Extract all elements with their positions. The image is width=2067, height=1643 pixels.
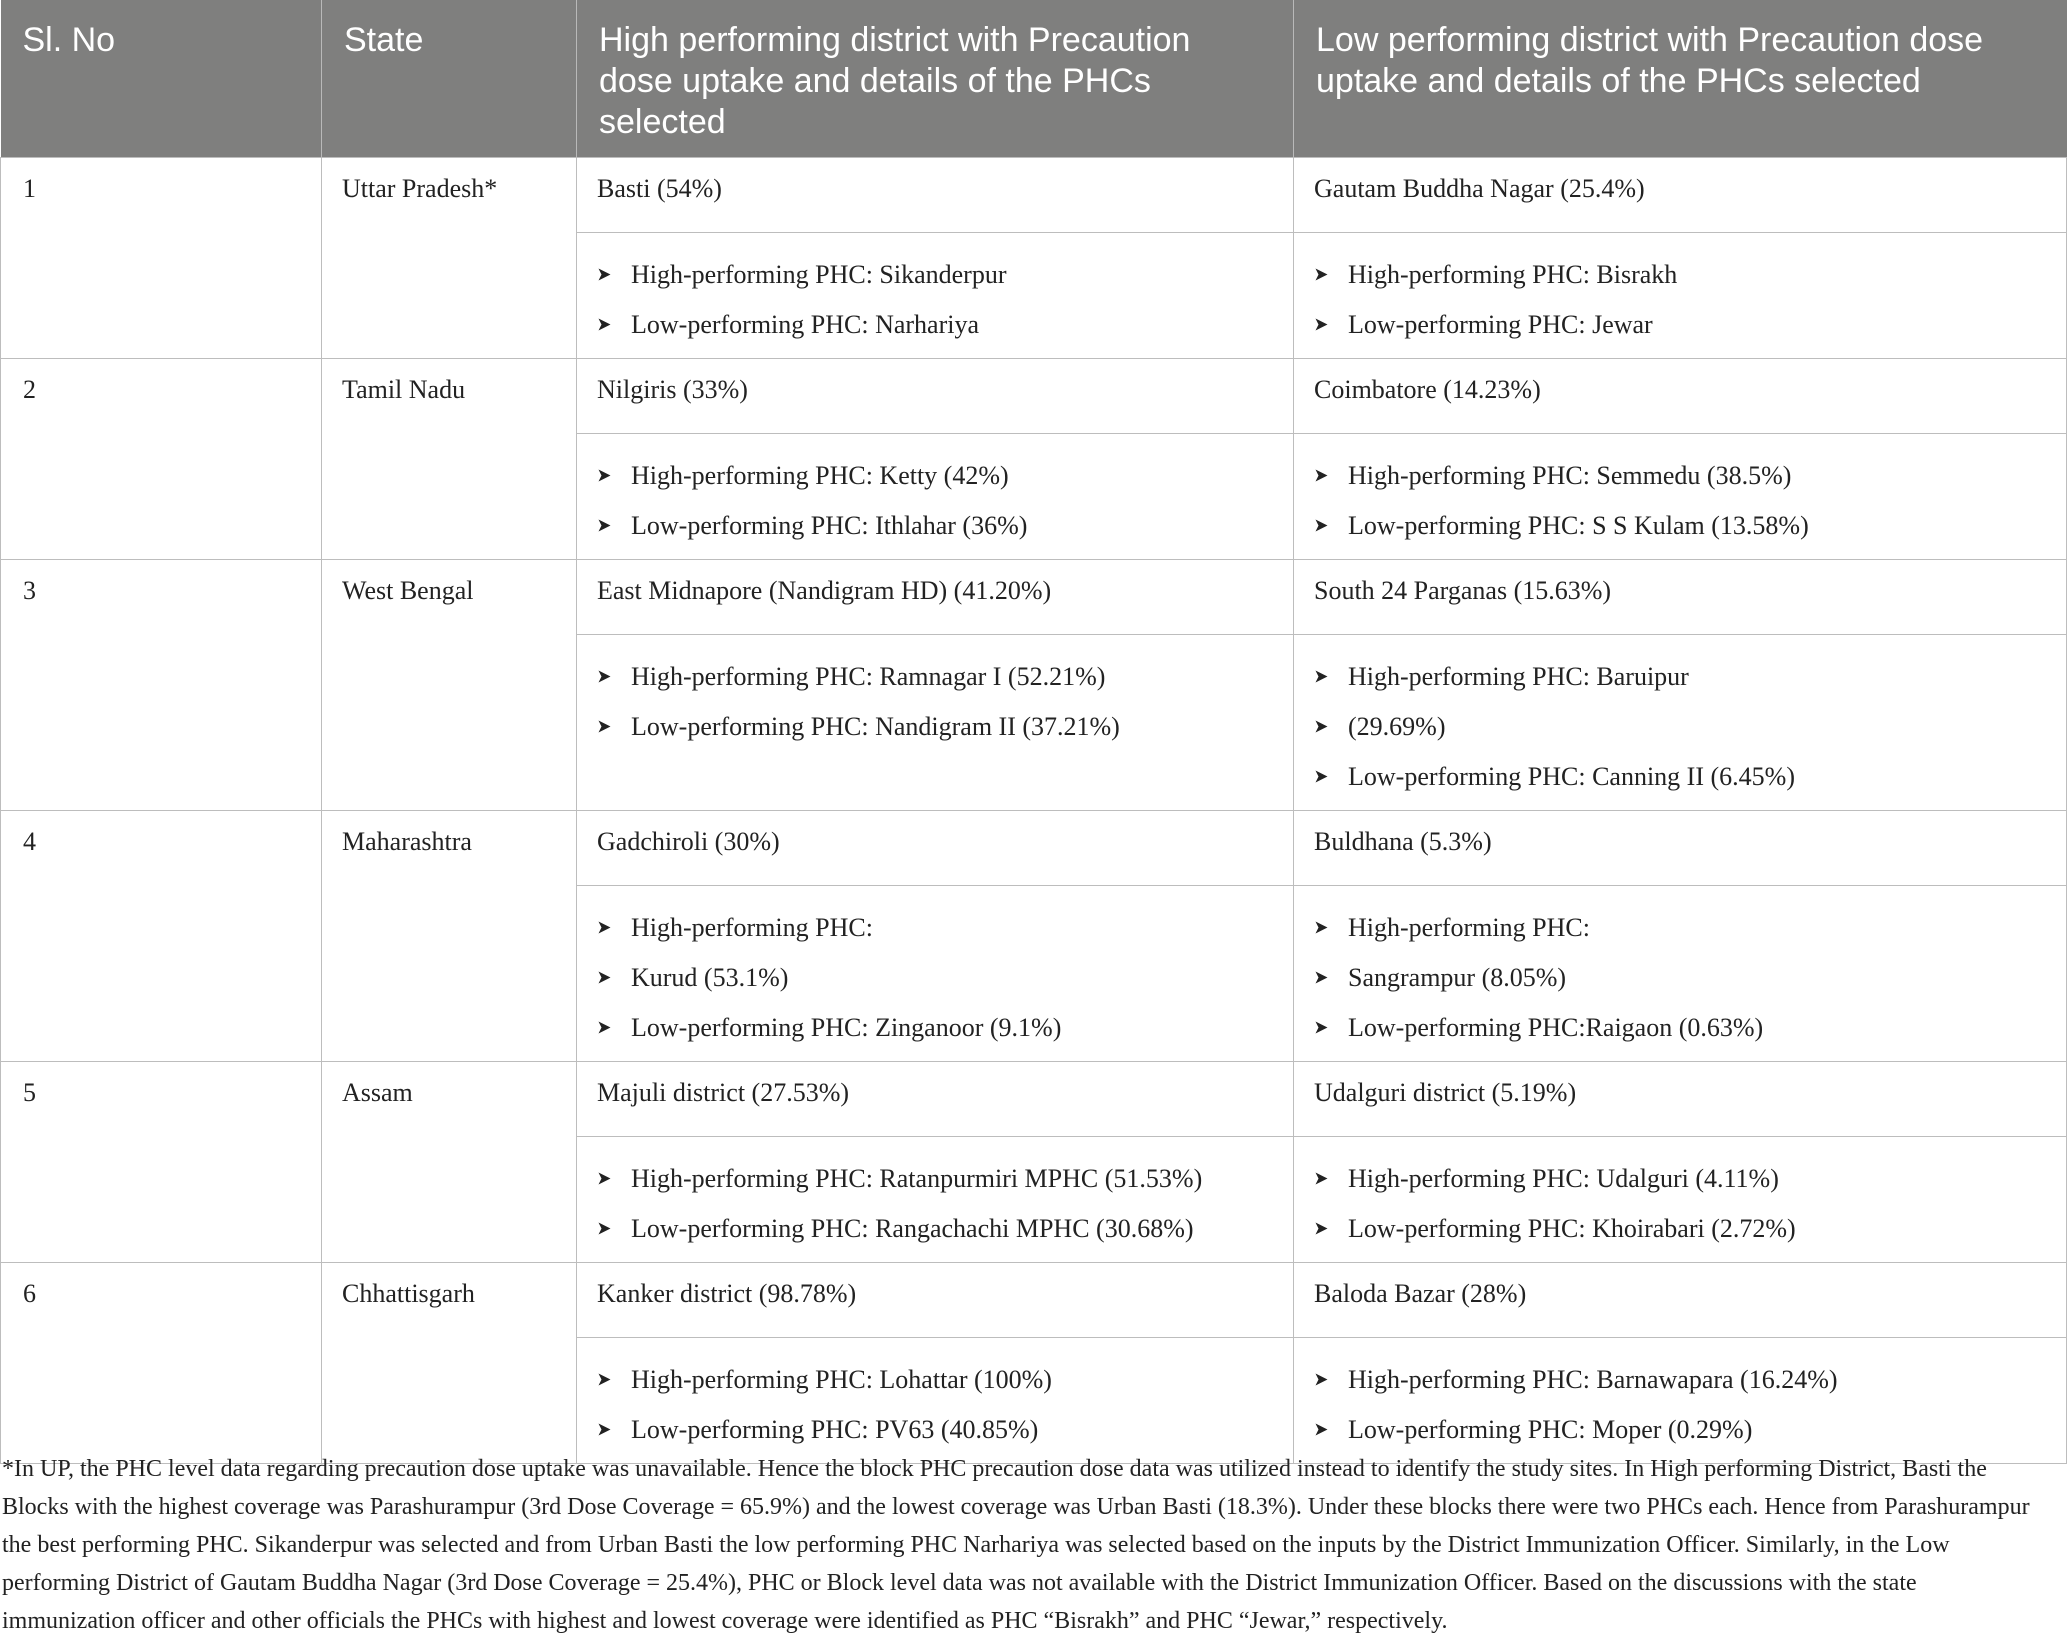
phc-item-text: High-performing PHC: Bisrakh <box>1348 259 1678 289</box>
low-district-cell: Gautam Buddha Nagar (25.4%) <box>1294 157 2067 232</box>
list-item <box>597 961 1273 1011</box>
list-item <box>597 1212 1273 1262</box>
sl-no-cell: 4 <box>1 810 322 1061</box>
low-district-cell: Coimbatore (14.23%) <box>1294 358 2067 433</box>
arrow-bullet-icon <box>1314 308 1348 342</box>
low-phc-list-cell <box>1294 232 2067 358</box>
phc-item-text: High-performing PHC: Semmedu (38.5%) <box>1348 460 1792 490</box>
low-district-cell: Buldhana (5.3%) <box>1294 810 2067 885</box>
list-item <box>597 1011 1273 1061</box>
high-district-cell: Nilgiris (33%) <box>577 358 1294 433</box>
state-cell: Maharashtra <box>322 810 577 1061</box>
phc-item-text: Kurud (53.1%) <box>631 962 789 992</box>
arrow-bullet-icon <box>597 660 631 694</box>
sl-no-cell: 5 <box>1 1061 322 1262</box>
phc-item-text: Low-performing PHC: Nandigram II (37.21%) <box>631 711 1120 741</box>
state-cell: Assam <box>322 1061 577 1262</box>
arrow-bullet-icon <box>597 308 631 342</box>
phc-item-text: Low-performing PHC: Canning II (6.45%) <box>1348 761 1795 791</box>
high-phc-list-cell <box>577 433 1294 559</box>
arrow-bullet-icon <box>597 1162 631 1196</box>
list-item <box>1314 911 2046 961</box>
low-phc-list-cell <box>1294 634 2067 810</box>
list-item <box>1314 1363 2046 1413</box>
phc-item-text: High-performing PHC: <box>1348 912 1590 942</box>
sl-no-cell: 6 <box>1 1262 322 1463</box>
table-footnote: *In UP, the PHC level data regarding precaution dose uptake was unavailable. Hence the block PHC precaution dose data was utilized instead to identify the study sites. In High performing District, Basti the Blocks with the highest coverage was Parashurampur (3rd Dose Coverage = 65.9%) and the lowest coverage was Urban Basti (18.3%). Under these blocks there were two PHCs each. Hence from Parashurampur the best performing PHC. Sikanderpur was selected and from Urban Basti the low performing PHC Narhariya was selected based on the inputs by the District Immunization Officer. Similarly, in the Low performing District of Gautam Buddha Nagar (3rd Dose Coverage = 25.4%), PHC or Block level data was not available with the District Immunization Officer. Based on the discussions with the state immunization officer and other officials the PHCs with highest and lowest coverage were identified as PHC “Bisrakh” and PHC “Jewar,” respectively. <box>2 1456 2030 1634</box>
header-state: State <box>322 0 577 157</box>
arrow-bullet-icon <box>1314 1212 1348 1246</box>
arrow-bullet-icon <box>597 961 631 995</box>
state-cell: Tamil Nadu <box>322 358 577 559</box>
list-item <box>1314 760 2046 810</box>
arrow-bullet-icon <box>1314 911 1348 945</box>
arrow-bullet-icon <box>1314 710 1348 744</box>
phc-item-text: Low-performing PHC: Zinganoor (9.1%) <box>631 1012 1062 1042</box>
list-item <box>1314 1162 2046 1212</box>
table-row <box>1 157 2067 232</box>
list-item <box>597 308 1273 358</box>
arrow-bullet-icon <box>1314 760 1348 794</box>
list-item <box>597 1162 1273 1212</box>
phc-item-text: Low-performing PHC: Narhariya <box>631 309 980 339</box>
list-item <box>1314 509 2046 559</box>
phc-item-text: Low-performing PHC: Rangachachi MPHC (30.68%) <box>631 1213 1194 1243</box>
arrow-bullet-icon <box>597 710 631 744</box>
arrow-bullet-icon <box>1314 1413 1348 1447</box>
table-row <box>1 1262 2067 1337</box>
list-item <box>1314 1011 2046 1061</box>
arrow-bullet-icon <box>1314 258 1348 292</box>
header-low-performing: Low performing district with Precaution dose uptake and details of the PHCs selected <box>1294 0 2067 157</box>
high-phc-list-cell <box>577 634 1294 810</box>
high-phc-list-cell <box>577 1337 1294 1463</box>
high-district-cell: Majuli district (27.53%) <box>577 1061 1294 1136</box>
state-cell: Uttar Pradesh* <box>322 157 577 358</box>
phc-item-text: Low-performing PHC: Moper (0.29%) <box>1348 1414 1753 1444</box>
table-body <box>1 157 2067 1463</box>
arrow-bullet-icon <box>1314 1011 1348 1045</box>
list-item <box>1314 308 2046 358</box>
header-sl-no: Sl. No <box>1 0 322 157</box>
phc-item-text: High-performing PHC: <box>631 912 873 942</box>
phc-item-text: High-performing PHC: Barnawapara (16.24%) <box>1348 1364 1838 1394</box>
phc-item-text: High-performing PHC: Baruipur <box>1348 661 1689 691</box>
arrow-bullet-icon <box>1314 961 1348 995</box>
phc-item-text: Low-performing PHC: S S Kulam (13.58%) <box>1348 510 1809 540</box>
arrow-bullet-icon <box>1314 1363 1348 1397</box>
phc-item-text: Low-performing PHC: Jewar <box>1348 309 1653 339</box>
arrow-bullet-icon <box>597 509 631 543</box>
list-item <box>597 258 1273 308</box>
list-item <box>597 459 1273 509</box>
phc-item-text: High-performing PHC: Udalguri (4.11%) <box>1348 1163 1779 1193</box>
low-district-cell: Baloda Bazar (28%) <box>1294 1262 2067 1337</box>
list-item <box>597 1363 1273 1413</box>
high-district-cell: East Midnapore (Nandigram HD) (41.20%) <box>577 559 1294 634</box>
arrow-bullet-icon <box>1314 459 1348 493</box>
arrow-bullet-icon <box>597 258 631 292</box>
state-cell: Chhattisgarh <box>322 1262 577 1463</box>
high-phc-list-cell <box>577 232 1294 358</box>
phc-item-text: High-performing PHC: Ratanpurmiri MPHC (51.53%) <box>631 1163 1203 1193</box>
phc-item-text: Sangrampur (8.05%) <box>1348 962 1567 992</box>
low-phc-list-cell <box>1294 433 2067 559</box>
header-high-performing: High performing district with Precaution dose uptake and details of the PHCs selected <box>577 0 1294 157</box>
list-item <box>597 660 1273 710</box>
phc-item-text: Low-performing PHC:Raigaon (0.63%) <box>1348 1012 1764 1042</box>
list-item <box>1314 961 2046 1011</box>
sl-no-cell: 1 <box>1 157 322 358</box>
list-item <box>1314 1212 2046 1262</box>
list-item <box>1314 710 2046 760</box>
list-item <box>1314 459 2046 509</box>
list-item <box>597 710 1273 760</box>
phc-item-text: Low-performing PHC: Khoirabari (2.72%) <box>1348 1213 1796 1243</box>
low-district-cell: Udalguri district (5.19%) <box>1294 1061 2067 1136</box>
phc-item-text: Low-performing PHC: PV63 (40.85%) <box>631 1414 1039 1444</box>
low-phc-list-cell <box>1294 1337 2067 1463</box>
phc-item-text: High-performing PHC: Lohattar (100%) <box>631 1364 1052 1394</box>
high-district-cell: Kanker district (98.78%) <box>577 1262 1294 1337</box>
high-phc-list-cell <box>577 1136 1294 1262</box>
table-row <box>1 358 2067 433</box>
phc-item-text: High-performing PHC: Sikanderpur <box>631 259 1007 289</box>
table-row <box>1 559 2067 634</box>
header-row <box>1 0 2067 157</box>
low-district-cell: South 24 Parganas (15.63%) <box>1294 559 2067 634</box>
arrow-bullet-icon <box>1314 509 1348 543</box>
sl-no-cell: 3 <box>1 559 322 810</box>
high-phc-list-cell <box>577 885 1294 1061</box>
arrow-bullet-icon <box>597 1363 631 1397</box>
list-item <box>1314 258 2046 308</box>
high-district-cell: Basti (54%) <box>577 157 1294 232</box>
arrow-bullet-icon <box>597 1212 631 1246</box>
low-phc-list-cell <box>1294 885 2067 1061</box>
arrow-bullet-icon <box>597 911 631 945</box>
arrow-bullet-icon <box>597 459 631 493</box>
phc-item-text: High-performing PHC: Ketty (42%) <box>631 460 1009 490</box>
state-cell: West Bengal <box>322 559 577 810</box>
list-item <box>597 509 1273 559</box>
low-phc-list-cell <box>1294 1136 2067 1262</box>
arrow-bullet-icon <box>1314 660 1348 694</box>
phc-item-text: (29.69%) <box>1348 711 1446 741</box>
table-row <box>1 1061 2067 1136</box>
arrow-bullet-icon <box>597 1011 631 1045</box>
arrow-bullet-icon <box>597 1413 631 1447</box>
sl-no-cell: 2 <box>1 358 322 559</box>
phc-item-text: Low-performing PHC: Ithlahar (36%) <box>631 510 1028 540</box>
list-item <box>597 911 1273 961</box>
list-item <box>1314 660 2046 710</box>
table-header <box>1 0 2067 157</box>
phc-item-text: High-performing PHC: Ramnagar I (52.21%) <box>631 661 1106 691</box>
high-district-cell: Gadchiroli (30%) <box>577 810 1294 885</box>
arrow-bullet-icon <box>1314 1162 1348 1196</box>
table-row <box>1 810 2067 885</box>
